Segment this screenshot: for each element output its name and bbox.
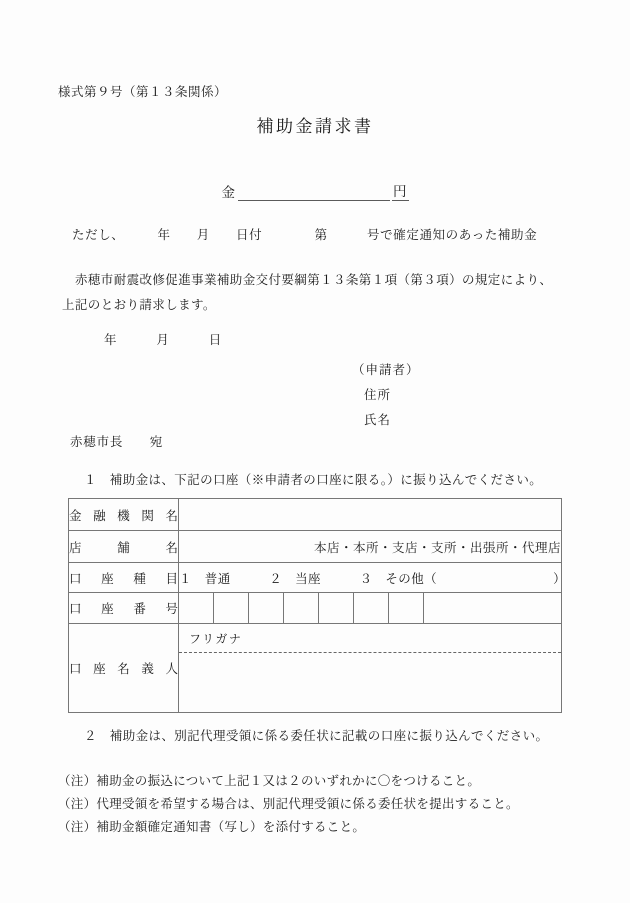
table-row-account-kind (69, 563, 562, 593)
page-title: 補助金請求書 (256, 117, 374, 137)
label-financial-institution: 金融機関名 (69, 499, 179, 531)
instruction-item-1: １ 補助金は、下記の口座（※申請者の口座に限る。）に振り込んでください。 (84, 472, 543, 487)
label-account-kind: 口座種目 (69, 563, 179, 593)
field-account-number[interactable] (179, 593, 562, 624)
footnotes-block (58, 769, 519, 838)
amount-label: 金 (221, 185, 236, 201)
amount-unit: 円 (392, 180, 409, 201)
account-digit-box[interactable] (214, 593, 249, 623)
account-digit-box[interactable] (179, 593, 214, 623)
label-branch-name: 店舗名 (69, 531, 179, 563)
footnote-3: （注）補助金額確定通知書（写し）を添付すること。 (58, 819, 366, 835)
request-statement: 赤穂市耐震改修促進事業補助金交付要綱第１３条第１項（第３項）の規定により、上記のとおり請求します。 (62, 272, 553, 312)
account-digit-box[interactable] (354, 593, 389, 623)
instruction-item-2: ２ 補助金は、別記代理受領に係る委任状に記載の口座に振り込んでください。 (84, 728, 549, 743)
field-account-holder[interactable] (179, 624, 562, 713)
footnote-2: （注）代理受領を希望する場合は、別記代理受領に係る委任状を提出すること。 (58, 796, 519, 812)
furigana-label: フリガナ (179, 625, 561, 653)
account-number-digit-group (179, 593, 561, 623)
footnote-1: （注）補助金の振込について上記１又は２のいずれかに〇をつけること。 (58, 773, 481, 788)
applicant-name-label[interactable]: 氏名 (364, 412, 392, 427)
applicant-block (352, 357, 420, 432)
addressee-line: 赤穂市長 宛 (70, 434, 164, 449)
bank-account-table (68, 498, 567, 713)
applicant-address-label[interactable]: 住所 (364, 387, 392, 402)
label-account-number: 口座番号 (69, 593, 179, 624)
date-line[interactable]: 年 月 日 (104, 332, 222, 347)
field-account-kind-options[interactable]: １ 普通 ２ 当座 ３ その他（ ） (179, 563, 562, 593)
account-holder-name-input[interactable] (179, 653, 561, 712)
amount-line (0, 180, 630, 201)
provision-line: ただし、 年 月 日付 第 号で確定通知のあった補助金 (72, 227, 538, 242)
applicant-heading: （申請者） (352, 362, 420, 377)
table-row-branch (69, 531, 562, 563)
field-financial-institution[interactable] (179, 499, 562, 531)
table-row-account-number (69, 593, 562, 624)
account-digit-box[interactable] (284, 593, 319, 623)
amount-input-rule[interactable] (238, 183, 390, 201)
label-account-holder: 口座名義人 (69, 624, 179, 713)
field-branch-type-options[interactable]: 本店・本所・支店・支所・出張所・代理店 (179, 531, 562, 563)
account-number-trailing-space (424, 593, 561, 623)
table-row-institution (69, 499, 562, 531)
table-row-account-holder (69, 624, 562, 713)
account-digit-box[interactable] (389, 593, 424, 623)
account-digit-box[interactable] (319, 593, 354, 623)
account-digit-box[interactable] (249, 593, 284, 623)
form-number: 様式第９号（第１３条関係） (58, 84, 228, 99)
